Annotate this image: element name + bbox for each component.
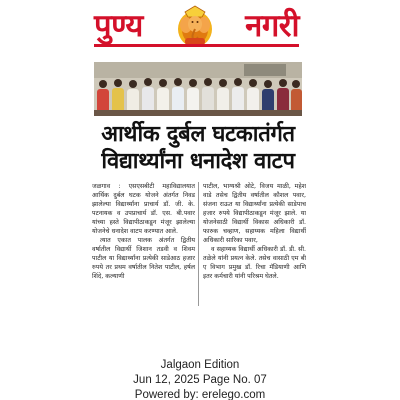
powered-by-label: Powered by: erelego.com [134, 389, 266, 400]
article-column-1 [92, 182, 195, 281]
masthead [94, 4, 299, 52]
article-paragraph: व सहाय्यक विद्यार्थी अधिकारी डॉ. डी. सी. तळेले यांनी प्रयत्न केले. तसेच वासाठी एम बी ए विभाग प्रमुख डॉ. रिचा मॅडियाणी आणि इतर कर्मचारी यांनी परिश्रम घेतले. [203, 246, 306, 280]
masthead-title-left: पुण्य [94, 8, 143, 44]
masthead-underline [94, 44, 299, 47]
article-headline-line2: विद्यार्थ्यांना धनादेश वाटप [101, 149, 295, 174]
article-paragraph: जळगाव : एसएसबीटी महाविद्यालयात आर्थिक दुर्बल घटक योजने अंतर्गत निवड झालेल्या विद्यार्थ्यांना प्राचार्य डॉ. जी. के. पटनायक व उपप्राचार्य डॉ. एस. बी.पवार यांच्या हस्ते विद्यापीठाकडून मंजूर झालेल्या योजनेचे धनादेश वाटप करण्यात आले. [92, 183, 195, 235]
newspaper-clipping [80, 0, 312, 356]
article-paragraph: त्यात एकात पालक अंतर्गत द्वितीय वर्षातील विद्यार्थी जिशान तडवी व शिवम पाटील या विद्यार्थ्यांना प्रत्येकी साडेआठ हजार रुपये तर प्रथम वर्षातील नितेश पाटील, हर्षल शिंदे, कल्याणी [92, 237, 195, 280]
masthead-title-right: नगरी [245, 8, 299, 44]
edition-label: Jalgaon Edition [160, 359, 240, 371]
article-column-2 [203, 182, 306, 281]
ganesha-icon [173, 4, 217, 48]
event-photo [94, 62, 302, 116]
column-divider [198, 182, 199, 306]
article-paragraph: पाटील, भाग्यश्री ओटे, विजय माळी, महेश वाडे तसेच द्वितीय वर्षातील कौशल पवार, संजना राऊत या विद्यार्थ्यांना प्रत्येकी साडेपाच हजार रुपये विद्यापीठाकडून मंजूर झाले. या योजनेसाठी विद्यार्थी विकास अधिकारी डॉ. फारुक चव्हाण, सहाय्यक महिला विद्यार्थी अधिकारी सारिका पवार, [203, 183, 306, 244]
article-headline-line1: आर्थीक दुर्बल घटकातंर्गत [101, 122, 295, 147]
date-page-label: Jun 12, 2025 Page No. 07 [133, 374, 267, 386]
article-body [92, 182, 306, 312]
